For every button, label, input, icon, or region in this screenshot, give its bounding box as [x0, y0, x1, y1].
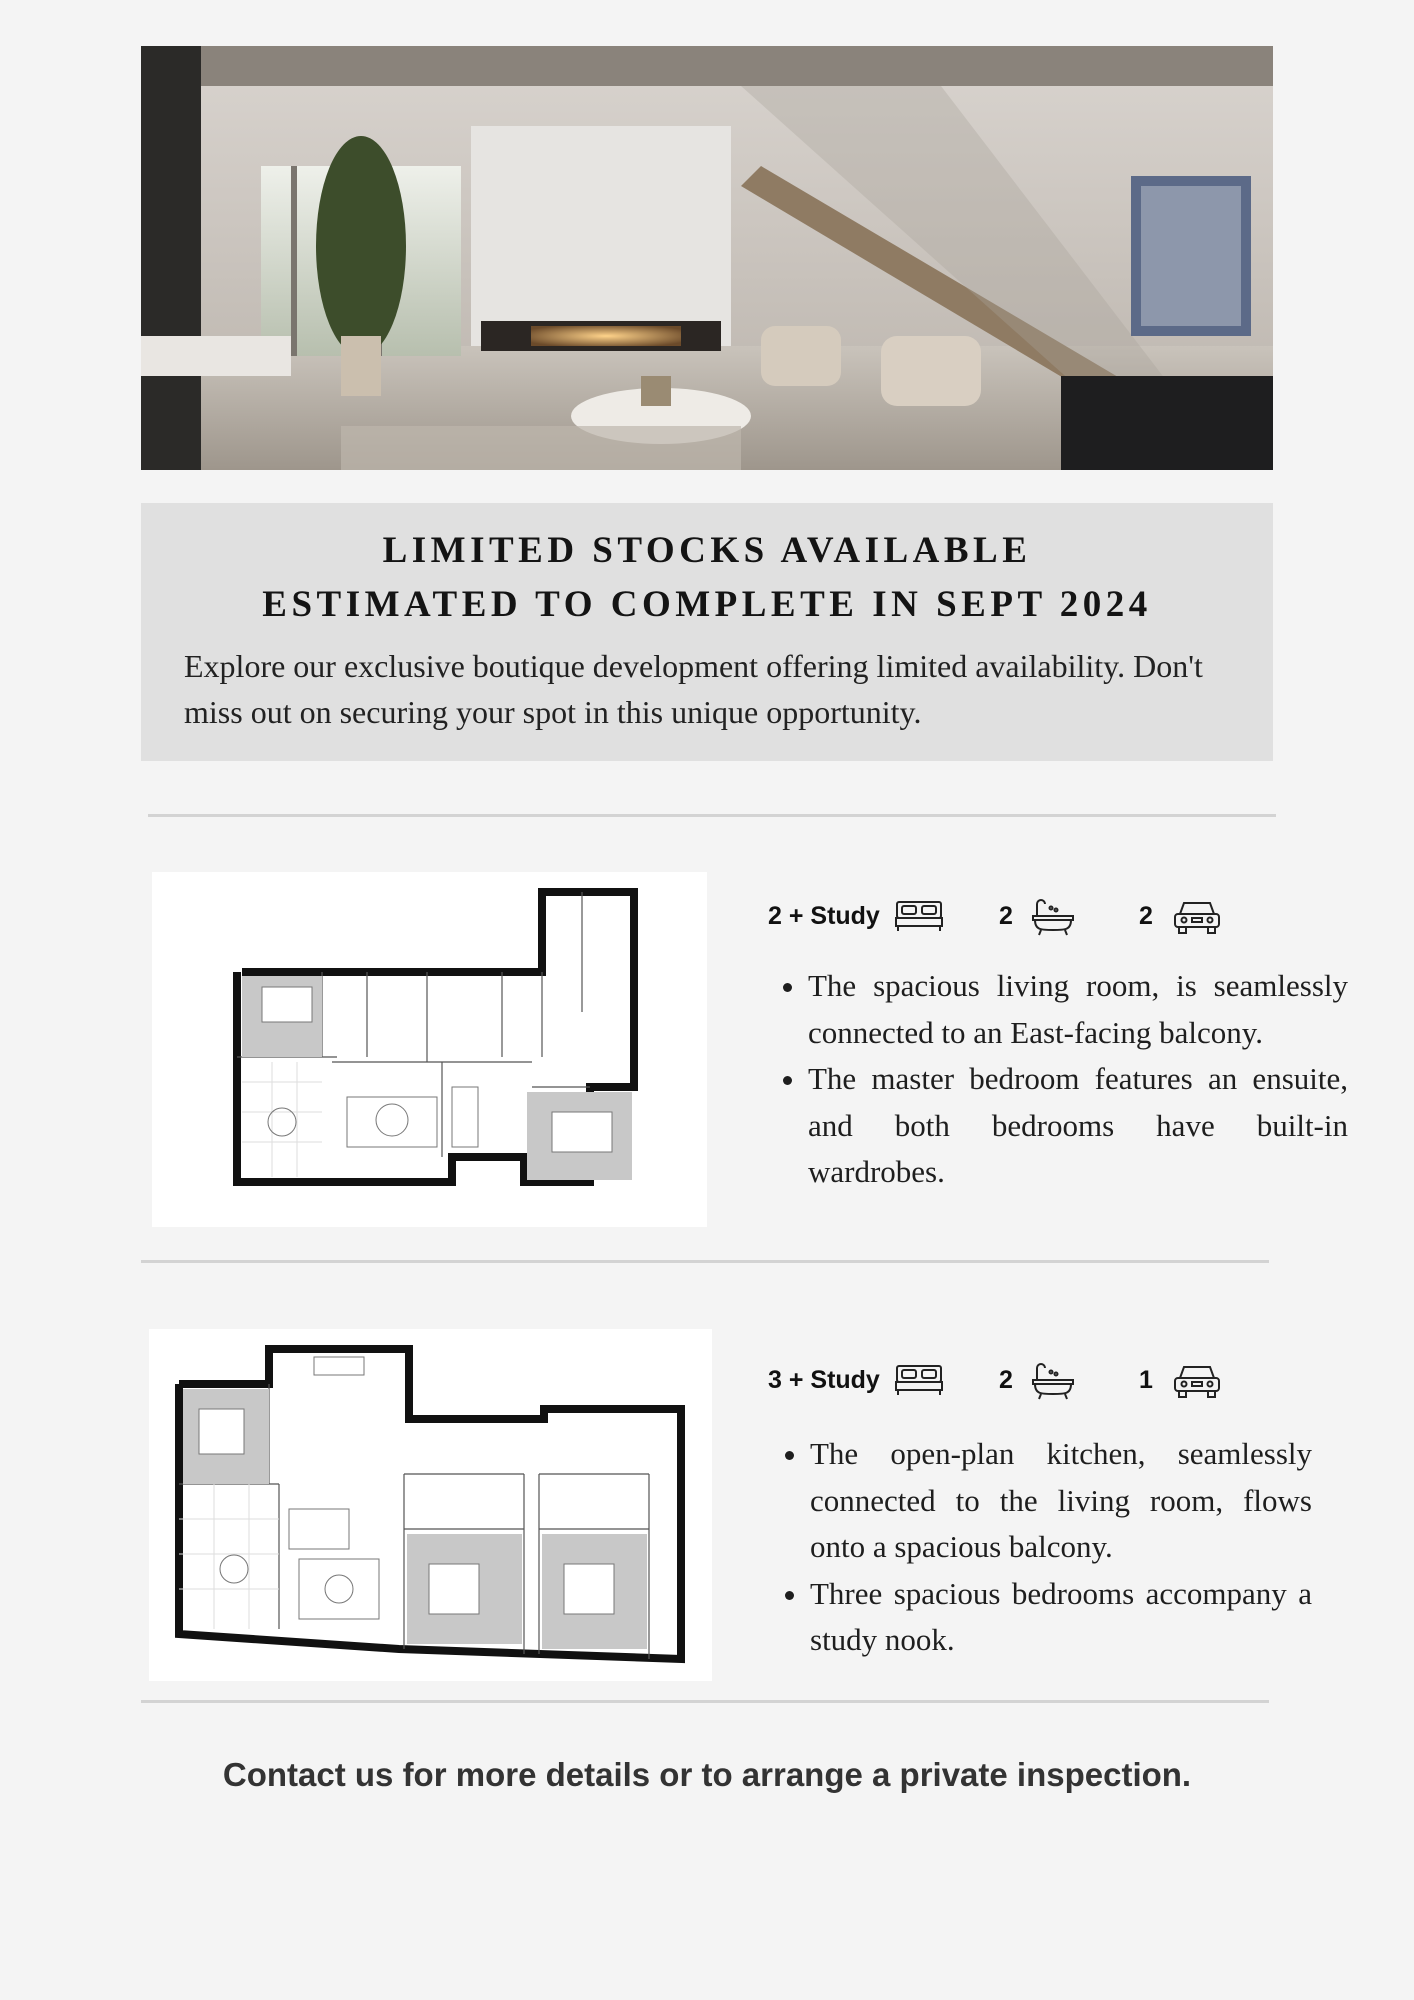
feature-item: • Three spacious bedrooms accompany a study nook.	[810, 1571, 1312, 1664]
bed-icon	[894, 898, 944, 939]
unit-stats	[768, 898, 1228, 938]
banner-text: Explore our exclusive boutique development offering limited availability. Don't miss out on securing your spot in this unique opportunity.	[184, 648, 1203, 730]
banner-subheadline: ESTIMATED TO COMPLETE IN SEPT 2024	[262, 584, 1152, 625]
bedrooms-count: 3 + Study	[768, 1366, 880, 1394]
car-icon	[1172, 1362, 1222, 1405]
bathrooms-count: 2	[999, 1366, 1013, 1394]
hero-image	[141, 46, 1273, 470]
feature-item: • The open-plan kitchen, seamlessly connected to the living room, flows onto a spacious balcony.	[810, 1431, 1312, 1571]
feature-item: • The master bedroom features an ensuite, and both bedrooms have built-in wardrobes.	[808, 1056, 1348, 1196]
floor-plan-2-bed	[152, 872, 707, 1227]
unit-features-list	[768, 963, 1348, 1196]
availability-banner	[141, 503, 1273, 761]
bed-icon	[894, 1362, 944, 1403]
divider	[141, 1700, 1269, 1703]
bathtub-icon	[1031, 1362, 1075, 1405]
unit-features-list	[770, 1431, 1312, 1664]
bathtub-icon	[1031, 898, 1075, 941]
parking-count: 1	[1139, 1366, 1153, 1394]
bedrooms-count: 2 + Study	[768, 902, 880, 930]
divider	[148, 814, 1276, 817]
parking-count: 2	[1139, 902, 1153, 930]
contact-call-to-action: Contact us for more details or to arrange a private inspection.	[222, 1756, 1192, 1793]
banner-headline: LIMITED STOCKS AVAILABLE	[382, 530, 1032, 571]
unit-stats	[768, 1362, 1228, 1402]
feature-item: • The spacious living room, is seamlessly connected to an East-facing balcony.	[808, 963, 1348, 1056]
divider	[141, 1260, 1269, 1263]
bathrooms-count: 2	[999, 902, 1013, 930]
car-icon	[1172, 898, 1222, 941]
floor-plan-3-bed	[149, 1329, 712, 1681]
